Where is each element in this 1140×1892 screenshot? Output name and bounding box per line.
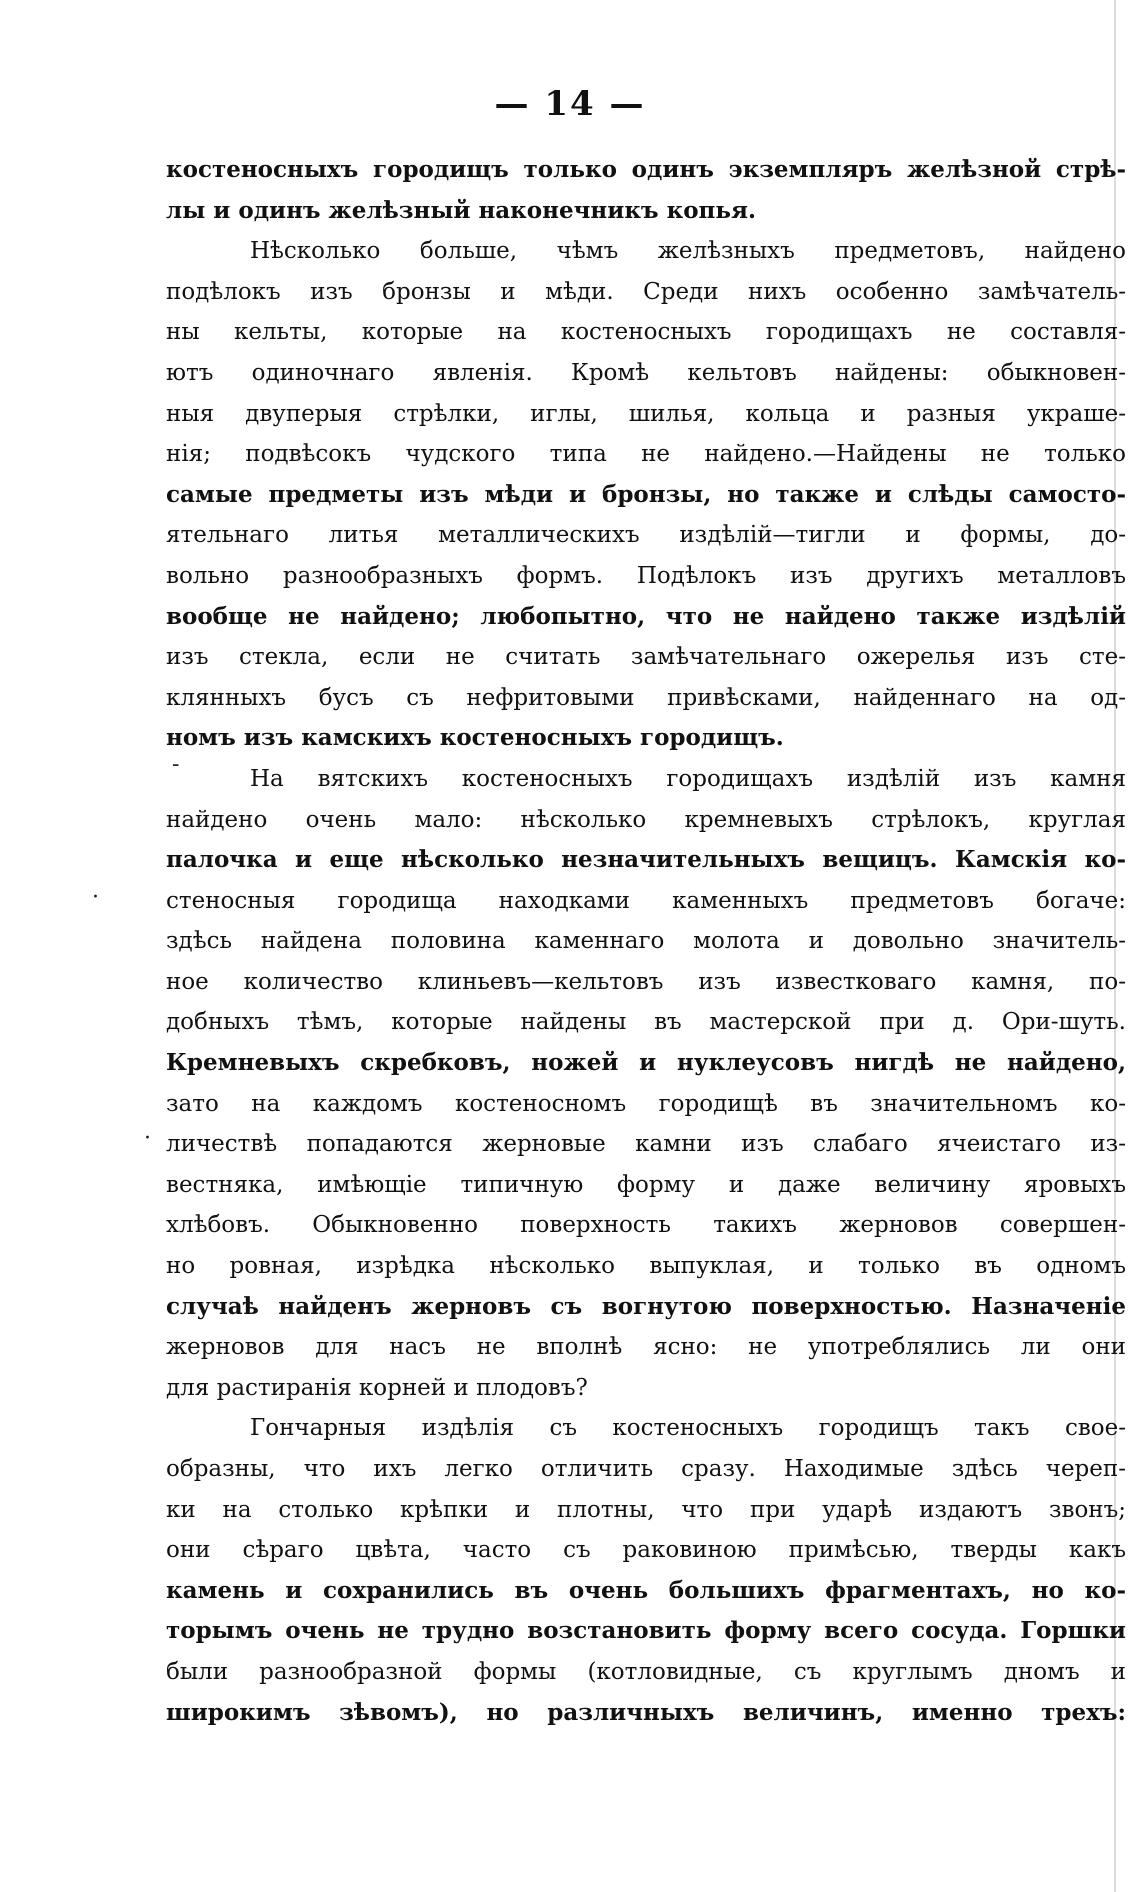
text-line: случаѣ найденъ жерновъ съ вогнутою поверхностью. Назначеніе	[166, 1292, 1126, 1320]
text-line: самые предметы изъ мѣди и бронзы, но также и слѣды самосто-	[166, 480, 1126, 508]
text-line: лы и одинъ желѣзный наконечникъ копья.	[166, 196, 756, 224]
text-line: жерновов для насъ не вполнѣ ясно: не употреблялись ли они	[166, 1334, 1126, 1361]
body-text	[166, 150, 1126, 1733]
text-line: подѣлокъ изъ бронзы и мѣди. Среди нихъ особенно замѣчатель-	[166, 278, 1126, 305]
text-line: костеносныхъ городищъ только одинъ экземпляръ желѣзной стрѣ-	[166, 156, 1126, 183]
text-line: ны кельты, которые на костеносныхъ городищахъ не составля-	[166, 319, 1126, 346]
text-line: ныя двуперыя стрѣлки, иглы, шилья, кольца и разныя украше-	[166, 400, 1126, 427]
text-line: вольно разнообразныхъ формъ. Подѣлокъ изъ другихъ металловъ	[166, 562, 1126, 589]
text-line: найдено очень мало: нѣсколько кремневыхъ стрѣлокъ, круглая	[166, 806, 1126, 833]
text-line: Гончарныя издѣлія съ костеносныхъ городищъ такъ свое-	[250, 1415, 1126, 1442]
text-line: клянныхъ бусъ съ нефритовыми привѣсками, найденнаго на од-	[166, 684, 1126, 711]
text-line: были разнообразной формы (котловидные, съ круглымъ дномъ и	[166, 1658, 1126, 1685]
text-line: Нѣсколько больше, чѣмъ желѣзныхъ предметовъ, найдено	[250, 238, 1126, 265]
text-line: На вятскихъ костеносныхъ городищахъ издѣлій изъ камня	[250, 765, 1126, 792]
text-line: для растиранія корней и плодовъ?	[166, 1374, 588, 1401]
text-line: они сѣраго цвѣта, часто съ раковиною примѣсью, тверды какъ	[166, 1537, 1126, 1564]
stray-mark: -	[172, 752, 180, 777]
text-line: личествѣ попадаются жерновые камни изъ слабаго ячеистаго из-	[166, 1131, 1126, 1158]
text-line: номъ изъ камскихъ костеносныхъ городищъ.	[166, 724, 784, 752]
text-line: изъ стекла, если не считать замѣчательнаго ожерелья изъ сте-	[166, 644, 1126, 671]
text-line: зато на каждомъ костеносномъ городищѣ въ значительномъ ко-	[166, 1090, 1126, 1117]
text-line: Кремневыхъ скребковъ, ножей и нуклеусовъ нигдѣ не найдено,	[166, 1049, 1126, 1077]
text-line: ютъ одиночнаго явленія. Кромѣ кельтовъ найдены: обыкновен-	[166, 359, 1126, 386]
text-line: нія; подвѣсокъ чудского типа не найдено.—Найдены не только	[166, 441, 1126, 468]
text-line: вестняка, имѣющіе типичную форму и даже величину яровыхъ	[166, 1171, 1126, 1198]
text-line: торымъ очень не трудно возстановить форму всего сосуда. Горшки	[166, 1617, 1126, 1645]
text-line: добныхъ тѣмъ, которые найдены въ мастерской при д. Ори-шуть.	[166, 1009, 1126, 1036]
text-line: но ровная, изрѣдка нѣсколько выпуклая, и только въ одномъ	[166, 1253, 1126, 1280]
text-line: ки на столько крѣпки и плотны, что при ударѣ издаютъ звонъ;	[166, 1496, 1126, 1523]
text-line: камень и сохранились въ очень большихъ фрагментахъ, но ко-	[166, 1576, 1126, 1604]
text-line: стеносныя городища находками каменныхъ предметовъ богаче:	[166, 887, 1126, 914]
text-line: образны, что ихъ легко отличить сразу. Находимые здѣсь череп-	[166, 1456, 1126, 1482]
text-line: ное количество клиньевъ—кельтовъ изъ известковаго камня, по-	[166, 968, 1126, 995]
text-line: вообще не найдено; любопытно, что не найдено также издѣлій	[166, 602, 1126, 630]
stray-mark: ·	[144, 1126, 151, 1151]
text-line: здѣсь найдена половина каменнаго молота и довольно значитель-	[166, 928, 1126, 955]
page-number: — 14 —	[494, 84, 646, 124]
text-line: хлѣбовъ. Обыкновенно поверхность такихъ жерновов совершен-	[166, 1212, 1126, 1239]
text-line: широкимъ зѣвомъ), но различныхъ величинъ, именно трехъ:	[166, 1698, 1126, 1726]
text-line: ятельнаго литья металлическихъ издѣлій—тигли и формы, до-	[166, 522, 1126, 549]
text-line: палочка и еще нѣсколько незначительныхъ вещицъ. Камскія ко-	[166, 846, 1126, 874]
stray-mark: ·	[92, 885, 99, 910]
